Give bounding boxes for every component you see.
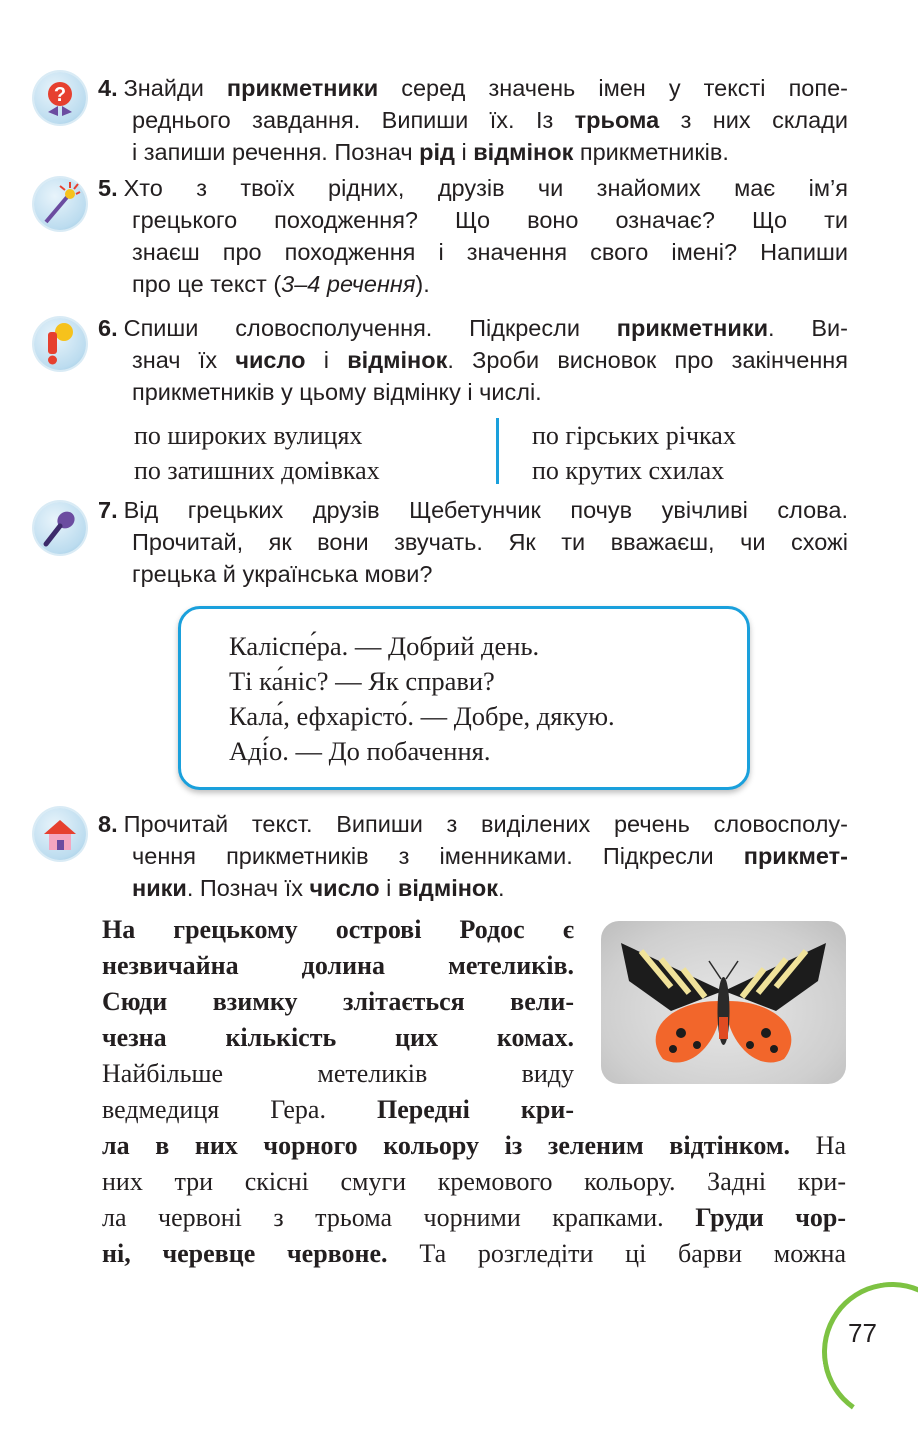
text-run: На: [790, 1131, 846, 1160]
text-run: Прочитай, як вони звучать. Як ти вважаєш, чи схожі: [132, 529, 848, 555]
bold-text: ла в них чорного кольору із зеленим відтінком.: [102, 1131, 791, 1160]
task-8: [98, 808, 848, 904]
text-run: Та розгледіти ці барви можна: [387, 1239, 847, 1268]
text-line: [102, 1236, 846, 1272]
greek-phrase: Кала́, ефхарісто́. — Добре, дякую.: [229, 701, 615, 731]
task-6: [98, 312, 848, 408]
magic-wand-icon: [34, 178, 86, 230]
exclamation-icon: [34, 318, 86, 370]
text-line: [132, 526, 848, 558]
text-run: про це текст (: [132, 271, 282, 297]
text-line: [98, 72, 848, 104]
bold-text: відмінок: [473, 139, 574, 165]
bold-text: На грецькому острові Родос є: [102, 915, 574, 944]
butterfly-photo: [601, 921, 846, 1084]
text-line: [132, 558, 848, 590]
italic-text: 3–4 речення: [281, 271, 416, 297]
text-line: [132, 268, 848, 300]
text-line: [98, 494, 848, 526]
phrase: по гірських річках: [532, 421, 736, 450]
task-4-text: [98, 72, 848, 168]
phrase: по затишних домівках: [134, 456, 380, 485]
text-line: [102, 1056, 574, 1092]
bold-text: Груди чор-: [695, 1203, 846, 1232]
bold-text: прикметники: [226, 75, 379, 101]
text-line: [98, 312, 848, 344]
text-line: [132, 204, 848, 236]
text-line: [102, 912, 574, 948]
greek-phrase: Аді́о. — До побачення.: [229, 736, 491, 766]
bold-text: число: [235, 347, 306, 373]
text-run: Хто з твоїх рідних, друзів чи знайомих має ім’я: [123, 175, 848, 201]
text-run: ведмедиця Гера.: [102, 1095, 378, 1124]
text-run: серед значень імен у тексті попе-: [378, 75, 848, 101]
greek-phrases-box: [178, 606, 750, 790]
text-line: [102, 1164, 846, 1200]
task-5: [98, 172, 848, 300]
text-line: [132, 104, 848, 136]
task-number: 4.: [98, 75, 118, 101]
text-run: . Познач їх: [186, 875, 310, 901]
task-6-text: [98, 312, 848, 408]
task-5-text: [98, 172, 848, 300]
bold-text: Передні кри-: [377, 1095, 574, 1124]
text-line: [102, 984, 574, 1020]
bold-text: відмінок: [397, 875, 499, 901]
text-line: [132, 376, 848, 408]
task-4: [98, 72, 848, 168]
task-number: 7.: [98, 497, 118, 523]
task-7-text: [98, 494, 848, 590]
bold-text: рід: [419, 139, 455, 165]
greek-phrase: Ті ка́ніс? — Як справи?: [229, 666, 495, 696]
text-line: [98, 172, 848, 204]
question-icon: [34, 72, 86, 124]
text-run: знач їх: [132, 347, 236, 373]
story-text-narrow: [102, 912, 574, 1128]
text-run: чення прикметників з іменниками. Підкресли: [132, 843, 744, 869]
text-run: Від грецьких друзів Щебетунчик почув увічливі слова.: [123, 497, 848, 523]
task-8-text: [98, 808, 848, 904]
text-run: грецька й українська мови?: [132, 561, 433, 587]
text-run: і: [305, 347, 348, 373]
text-line: [102, 1020, 574, 1056]
text-run: прикметників у цьому відмінку і числі.: [132, 379, 542, 405]
text-line: [132, 872, 848, 904]
bold-text: трьома: [574, 107, 660, 133]
text-run: з них склади: [659, 107, 848, 133]
text-line: [132, 136, 848, 168]
bold-text: ні, черевце червоне.: [102, 1239, 388, 1268]
bold-text: Сюди взимку злітається вели-: [102, 987, 574, 1016]
text-run: ла червоні з трьома чорними крапками.: [102, 1203, 696, 1232]
text-run: і запиши речення. Познач: [132, 139, 420, 165]
bold-text: прикметники: [616, 315, 769, 341]
text-line: [102, 948, 574, 984]
text-line: [132, 236, 848, 268]
bold-text: відмінок: [347, 347, 448, 373]
text-run: Прочитай текст. Випиши з виділених речень словосполу-: [123, 811, 848, 837]
bold-text: незвичайна долина метеликів.: [102, 951, 574, 980]
text-run: . Ви-: [768, 315, 848, 341]
text-run: .: [498, 875, 505, 901]
text-run: грецького походження? Що воно означає? Що ти: [132, 207, 848, 233]
text-run: і: [379, 875, 398, 901]
text-run: ).: [415, 271, 430, 297]
bold-text: прикмет-: [743, 843, 848, 869]
text-run: Знайди: [123, 75, 227, 101]
task-7: [98, 494, 848, 590]
text-line: [132, 344, 848, 376]
text-line: [102, 1200, 846, 1236]
story-text-wide: [102, 1128, 846, 1272]
microphone-icon: [34, 502, 86, 554]
text-run: них три скісні смуги кремового кольору. Задні кри-: [102, 1167, 846, 1196]
bold-text: чезна кількість цих комах.: [102, 1023, 574, 1052]
text-run: реднього завдання. Випиши їх. Із: [132, 107, 575, 133]
house-icon: [34, 808, 86, 860]
task-number: 6.: [98, 315, 118, 341]
text-run: знаєш про походження і значення свого імені? Напиши: [132, 239, 848, 265]
task-number: 5.: [98, 175, 118, 201]
text-line: [98, 808, 848, 840]
text-run: і: [454, 139, 474, 165]
svg-text:?: ?: [53, 84, 67, 106]
text-run: Найбільше метеликів виду: [102, 1059, 574, 1088]
phrase: по крутих схилах: [532, 456, 725, 485]
column-divider: [496, 418, 499, 484]
page-corner-arc: [811, 1271, 918, 1433]
bold-text: ники: [132, 875, 187, 901]
text-run: . Зроби висновок про закінчення: [447, 347, 849, 373]
bold-text: число: [309, 875, 380, 901]
page-number: 77: [848, 1318, 877, 1348]
task-number: 8.: [98, 811, 118, 837]
greek-phrase: Каліспе́ра. — Добрий день.: [229, 631, 540, 661]
text-line: [132, 840, 848, 872]
phrase: по широких вулицях: [134, 421, 363, 450]
text-run: Спиши словосполучення. Підкресли: [123, 315, 617, 341]
text-run: прикметників.: [573, 139, 729, 165]
text-line: [102, 1128, 846, 1164]
text-line: [102, 1092, 574, 1128]
